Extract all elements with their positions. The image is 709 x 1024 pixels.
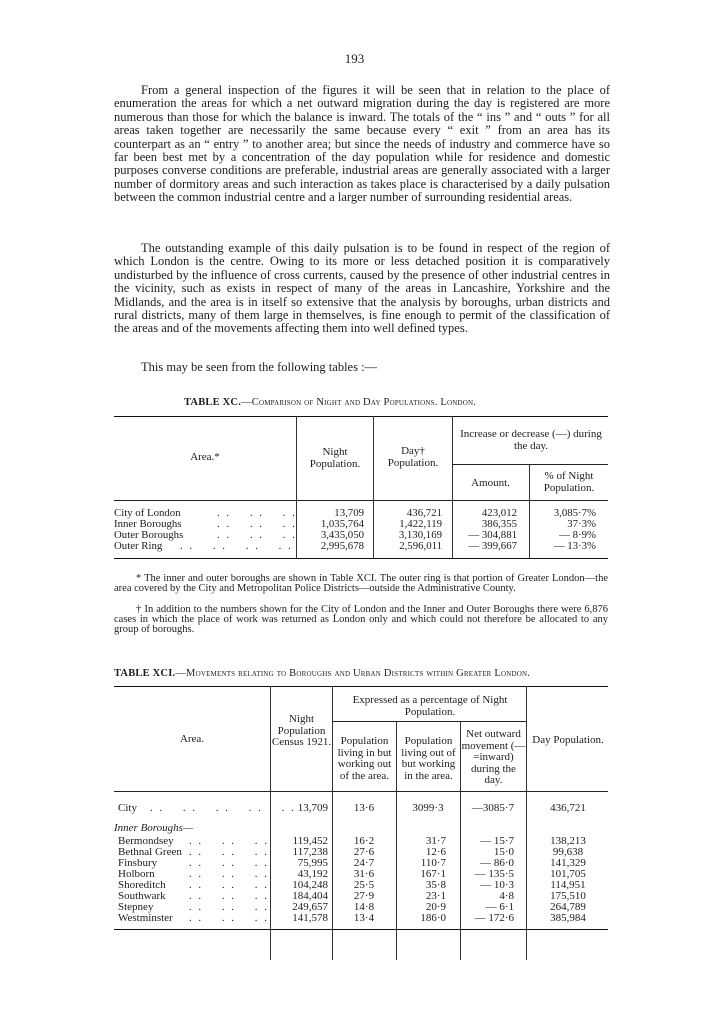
paragraph-2: The outstanding example of this daily pulsation is to be found in respect of the region of which London is the centre. Owing to its more or less detached position it is comparatively undisturbed by the influence of cross currents, caused by the presence of other industrial centres in the vicinity, such as exists in respect of many of the areas in Lancashire, Yorkshire and the Midlands, and the area is in itself so extensive that the analysis by boroughs, urban districts and rural districts, many of them large in themselves, is fine enough to permit of the classification of the areas and of the movements affecting them into well defined types. — [114, 241, 610, 336]
table-xci-living-in: 31·6 — [353, 868, 375, 880]
table-xci-area: Finsbury — [118, 857, 158, 869]
table-xci-living-out: 3099·3 — [412, 802, 444, 814]
table-xci-living-in: 27·9 — [353, 890, 375, 902]
table-xci-living-in: 25·5 — [353, 879, 375, 891]
table-xc-amount: — 304,881 — [468, 529, 517, 541]
table-xci-header-expressed: Expressed as a percentage of Night Population. — [352, 694, 508, 718]
table-xci-caption: TABLE XCI.—Movements relating to Boroughs and Urban Districts within Greater London. — [114, 668, 531, 679]
table-xc-night: 1,035,764 — [320, 518, 364, 530]
table-xci-group-label: Inner Boroughs— — [114, 822, 193, 834]
table-xci-night: 249,657 — [292, 901, 328, 913]
table-xci-area: Westminster — [118, 912, 173, 924]
table-xci-day: 141,329 — [550, 857, 586, 869]
table-xci-living-out: 167·1 — [420, 868, 446, 880]
table-xc-header-amount: Amount. — [471, 477, 510, 489]
table-xci-subheader-rule — [332, 721, 526, 722]
table-xci-top-rule — [114, 686, 608, 687]
table-xc-footnote-2: † In addition to the numbers shown for the City of London and the Inner and Outer Boroughs there were 6,876 cases in which the place of work was returned as London only and which could not therefore be allocated to any group of boroughs. — [114, 604, 608, 636]
table-xci-day: 114,951 — [550, 879, 586, 891]
table-xci-header-living-out: Population living out of but working in the area. — [401, 735, 456, 782]
table-xc-footnote-1: * The inner and outer boroughs are shown in Table XCI. The outer ring is that portion of Greater London—the area covered by the City and Metropolitan Police Districts—outside the Administrative County. — [114, 573, 608, 595]
table-xci-night: 43,192 — [297, 868, 328, 880]
table-xc-area: City of London — [114, 507, 181, 519]
table-xci-net: — 6·1 — [485, 901, 514, 913]
table-xci-header-living-in: Population living in but working out of the area. — [337, 735, 392, 782]
leader-dots: . . . . . . — [217, 507, 297, 519]
table-xci-area: Stepney — [118, 901, 154, 913]
table-xci-living-out: 35·8 — [425, 879, 446, 891]
table-xc-amount: 386,355 — [481, 518, 517, 530]
table-xci-bottom-rule — [114, 929, 608, 930]
table-xci-living-in: 24·7 — [353, 857, 375, 869]
leader-dots: . . . . . . — [189, 868, 269, 880]
table-xci-day: 101,705 — [550, 868, 586, 880]
table-xc-area: Outer Ring — [114, 540, 163, 552]
table-xci-header-day: Day Population. — [532, 734, 604, 746]
table-xci-header-net: Net outward movement (— =inward) during the day. — [461, 728, 526, 786]
table-xci-living-in: 16·2 — [353, 835, 375, 847]
table-xci-night: 119,452 — [292, 835, 328, 847]
table-xc-day: 1,422,119 — [399, 518, 442, 530]
table-xc-day: 2,596,011 — [399, 540, 442, 552]
table-xci-living-in: 14·8 — [353, 901, 375, 913]
leader-dots: . . . . . . — [217, 529, 297, 541]
table-xci-night: 184,404 — [292, 890, 328, 902]
paragraph-3: This may be seen from the following tables :— — [141, 360, 378, 374]
table-xc-day: 436,721 — [406, 507, 442, 519]
leader-dots: . . . . . . — [189, 890, 269, 902]
table-xci-night: 104,248 — [292, 879, 328, 891]
table-xci-living-out: 23·1 — [425, 890, 446, 902]
leader-dots: . . . . . . . . — [180, 540, 293, 552]
table-xc-night: 13,709 — [334, 507, 364, 519]
table-xc-header-pct: % of Night Population. — [543, 470, 595, 494]
table-xci-net: 4·8 — [499, 890, 514, 902]
table-xc-amount: 423,012 — [481, 507, 517, 519]
table-xc-header-night: Night Population. — [309, 446, 361, 470]
table-xci-net: — 172·6 — [474, 912, 514, 924]
table-xc-area: Inner Boroughs — [114, 518, 182, 530]
table-xci-net: —3085·7 — [471, 802, 515, 814]
table-xc-day: 3,130,169 — [398, 529, 442, 541]
table-xci-header-area: Area. — [179, 733, 205, 745]
table-xci-area: Shoreditch — [118, 879, 166, 891]
table-xc-header-rule — [114, 500, 608, 501]
table-xci-net: — 86·0 — [480, 857, 514, 869]
table-xci-living-out: 186·0 — [420, 912, 446, 924]
leader-dots: . . . . . . — [189, 879, 269, 891]
table-xc-bottom-rule — [114, 558, 608, 559]
table-xci-night: 75,995 — [297, 857, 328, 869]
table-xci-area: Bethnal Green — [118, 846, 182, 858]
table-xc-night: 2,995,678 — [320, 540, 364, 552]
table-xci-divider — [332, 686, 333, 960]
table-xc-caption: TABLE XC.—Comparison of Night and Day Populations. London. — [184, 397, 477, 408]
table-xci-area: City — [118, 802, 137, 814]
leader-dots: . . . . . . — [189, 912, 269, 924]
table-xc-divider — [529, 464, 530, 558]
table-xci-living-in: 13·6 — [353, 802, 375, 814]
table-xci-night: 141,578 — [292, 912, 328, 924]
leader-dots: . . . . . . — [189, 835, 269, 847]
table-xc-subheader-rule — [452, 464, 608, 465]
table-xc-top-rule — [114, 416, 608, 417]
table-xci-divider — [526, 686, 527, 960]
table-xci-area: Southwark — [118, 890, 166, 902]
table-xc-area: Outer Boroughs — [114, 529, 184, 541]
table-xc-amount: — 399,667 — [468, 540, 517, 552]
table-xci-area: Bermondsey — [118, 835, 174, 847]
table-xci-living-in: 13·4 — [353, 912, 375, 924]
leader-dots: . . . . . . — [189, 901, 269, 913]
table-xci-living-out: 12·6 — [425, 846, 446, 858]
table-xci-header-rule — [114, 791, 608, 792]
paragraph-1: From a general inspection of the figures it will be seen that in relation to the place of enumeration the areas for which a net outward migration during the day is registered are more numerous than those for which the balance is inward. The totals of the “ ins ” and “ outs ” for all areas taken together are necessarily the same because every “ exit ” from an area has its counterpart as an “ entry ” to another area; but since the needs of industry and commerce have so far been best met by a concentration of the day population while for residence and domestic purposes converse conditions are preferable, industrial areas are generally associated with a larger number of dormitory areas and such interaction as takes place is characterised by a daily pulsation between the common industrial centre and a larger number of surrounding residential areas. — [114, 83, 610, 205]
table-xci-net: — 135·5 — [474, 868, 514, 880]
table-xci-day: 175,510 — [550, 890, 586, 902]
table-xci-living-out: 20·9 — [425, 901, 446, 913]
table-xci-living-out: 31·7 — [425, 835, 446, 847]
table-xc-header-day: Day† Population. — [387, 445, 439, 469]
table-xci-day: 436,721 — [550, 802, 586, 814]
table-xci-night: 117,238 — [292, 846, 328, 858]
leader-dots: . . . . . . . . . . — [150, 802, 296, 814]
table-xci-day: 99,638 — [552, 846, 584, 858]
leader-dots: . . . . . . — [217, 518, 297, 530]
page-number: 193 — [344, 51, 365, 66]
table-xci-living-out: 110·7 — [420, 857, 446, 869]
table-xci-night: 13,709 — [297, 802, 328, 814]
table-xc-pct: — 8·9% — [559, 529, 596, 541]
leader-dots: . . . . . . — [189, 857, 269, 869]
table-xci-net: — 10·3 — [480, 879, 514, 891]
table-xc-pct: 37·3% — [567, 518, 596, 530]
table-xci-net: 15·0 — [493, 846, 514, 858]
table-xci-day: 138,213 — [550, 835, 586, 847]
table-xci-area: Holborn — [118, 868, 155, 880]
table-xc-pct: 3,085·7% — [553, 507, 596, 519]
table-xc-divider — [373, 416, 374, 558]
table-xc-pct: — 13·3% — [553, 540, 596, 552]
table-xci-header-night: Night Population Census 1921. — [271, 713, 332, 748]
leader-dots: . . . . . . — [189, 846, 269, 858]
table-xci-day: 264,789 — [550, 901, 586, 913]
table-xci-net: — 15·7 — [480, 835, 514, 847]
table-xci-living-in: 27·6 — [353, 846, 375, 858]
table-xci-day: 385,984 — [550, 912, 586, 924]
table-xc-night: 3,435,050 — [320, 529, 364, 541]
table-xc-header-increase: Increase or decrease (—) during the day. — [460, 428, 602, 452]
table-xc-header-area: Area.* — [190, 451, 220, 463]
